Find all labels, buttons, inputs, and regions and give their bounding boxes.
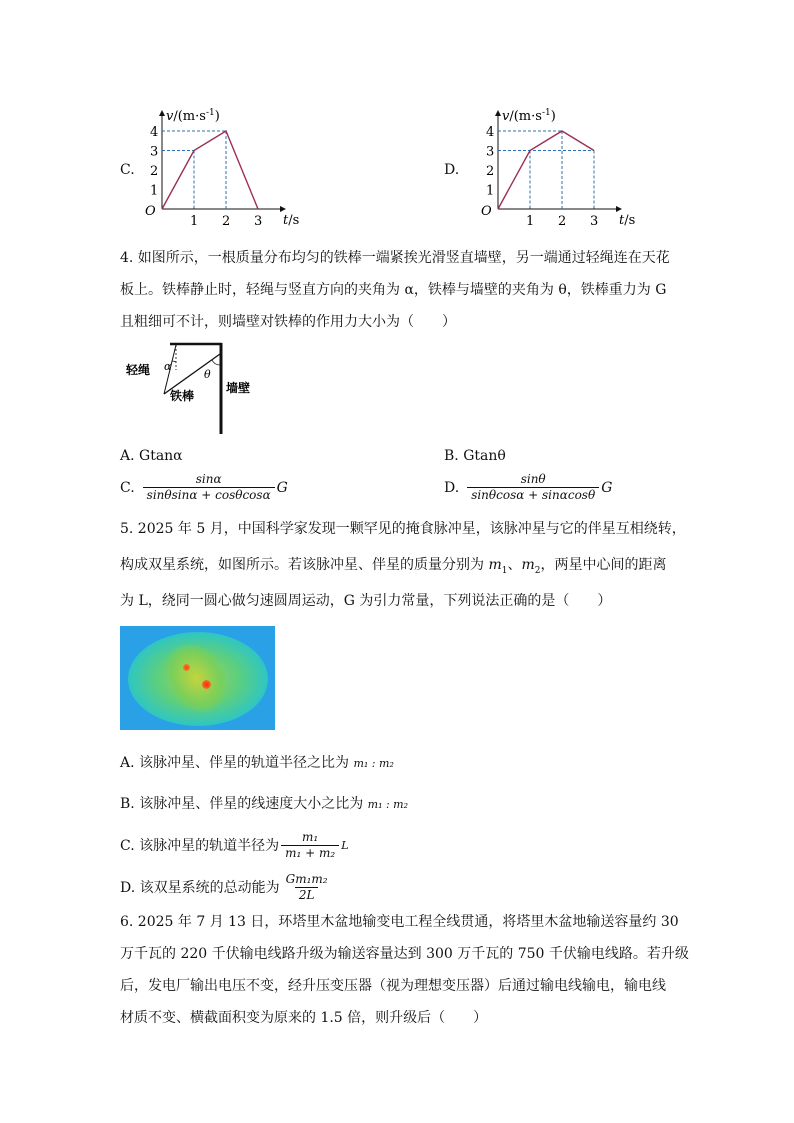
graph-c bbox=[140, 100, 310, 230]
q4-line-1: 4. 如图所示，一根质量分布均匀的铁棒一端紧挨光滑竖直墙壁，另一端通过轻绳连在天花 bbox=[120, 250, 670, 266]
q5-line-3: 为 L，绕同一圆心做匀速圆周运动，G 为引力常量，下列说法正确的是（ ） bbox=[120, 593, 612, 609]
graph-d-x-label-symbol: t bbox=[619, 213, 625, 228]
graph-d-x-label-unit: /s bbox=[624, 213, 636, 228]
q5-option-c-text: C. 该脉冲星的轨道半径为 bbox=[120, 837, 280, 854]
q4-option-d-tail: G bbox=[601, 479, 613, 496]
graph-c-velocity-curve bbox=[162, 131, 258, 209]
rope-label: 轻绳 bbox=[126, 363, 151, 377]
graph-c-y-tick-2: 2 bbox=[150, 164, 159, 179]
q5-option-c-denominator: m₁ + m₂ bbox=[281, 845, 339, 861]
q4-option-c-numerator: sinα bbox=[195, 472, 222, 486]
graph-c-option-label: C. bbox=[120, 162, 135, 178]
graph-d-origin-label: O bbox=[481, 204, 492, 219]
graph-d-y-tick-2: 2 bbox=[486, 164, 495, 179]
q5-option-c bbox=[120, 830, 349, 861]
graph-c-x-label-unit: /s bbox=[288, 213, 300, 228]
q4-line-2: 板上。铁棒静止时，轻绳与竖直方向的夹角为 α，铁棒与墙壁的夹角为 θ，铁棒重力为 G bbox=[120, 282, 667, 298]
q4-line-3: 且粗细可不计，则墙壁对铁棒的作用力大小为（ ） bbox=[120, 314, 456, 330]
graph-c-y-label-unit: /(m·s bbox=[173, 109, 206, 124]
q4-option-d-numerator: sinθ bbox=[520, 472, 546, 486]
q4-option-c-label: C. bbox=[120, 479, 135, 496]
q5-line-2 bbox=[120, 555, 666, 581]
graph-d-y-tick-4: 4 bbox=[486, 125, 495, 140]
q4-option-a: A. Gtanα bbox=[120, 448, 183, 464]
alpha-arc bbox=[172, 361, 176, 362]
m1-symbol: m bbox=[488, 557, 502, 573]
rod-label: 铁棒 bbox=[170, 389, 195, 403]
m2-subscript: 2 bbox=[534, 565, 541, 576]
graph-d-y-label-symbol: v bbox=[502, 109, 510, 124]
graph-c-y-label-symbol: v bbox=[166, 109, 174, 124]
graph-c-origin-label: O bbox=[145, 204, 156, 219]
q6-line-1: 6. 2025 年 7 月 13 日，环塔里木盆地输变电工程全线贯通，将塔里木盆地输送容量约 30 bbox=[120, 914, 679, 930]
q5-option-d-text: D. 该双星系统的总动能为 bbox=[120, 879, 280, 896]
graph-d-x-tick-3: 3 bbox=[590, 214, 599, 229]
graph-d-x-tick-1: 1 bbox=[526, 214, 535, 229]
graph-c-x-tick-2: 2 bbox=[222, 214, 231, 229]
q4-option-d-denominator: sinθcosα + sinαcosθ bbox=[467, 487, 599, 503]
theta-label: θ bbox=[204, 368, 211, 381]
graph-d-x-label bbox=[619, 213, 635, 228]
graph-c-x-arrow bbox=[280, 206, 286, 212]
graph-d bbox=[476, 100, 646, 230]
graph-d-y-label-close: ) bbox=[550, 109, 556, 124]
graph-d-x-arrow bbox=[616, 206, 622, 212]
q5-option-d bbox=[120, 872, 334, 903]
wall-label: 墙壁 bbox=[226, 381, 251, 395]
graph-c-y-label-exp: -1 bbox=[205, 108, 215, 118]
graph-d-y-label-exp: -1 bbox=[541, 108, 551, 118]
q5-option-a-text: A. 该脉冲星、伴星的轨道半径之比为 bbox=[120, 755, 354, 771]
mass-separator: 、 bbox=[507, 557, 522, 573]
graph-c-y-label bbox=[166, 108, 220, 124]
q4-option-d bbox=[444, 472, 612, 503]
graph-d-y-tick-3: 3 bbox=[486, 144, 495, 160]
q5-option-c-numerator: m₁ bbox=[302, 830, 319, 844]
q4-option-d-label: D. bbox=[444, 479, 460, 496]
graph-d-velocity-curve bbox=[498, 131, 594, 209]
q5-option-b-ratio: m₁ : m₂ bbox=[367, 798, 409, 811]
alpha-label: α bbox=[164, 360, 172, 373]
q6-line-4: 材质不变、横截面积变为原来的 1.5 倍，则升级后（ ） bbox=[120, 1010, 488, 1026]
companion-star bbox=[202, 680, 211, 689]
pulsar-star bbox=[183, 664, 190, 671]
graph-d-option-label: D. bbox=[444, 162, 460, 178]
q5-option-d-denominator: 2L bbox=[295, 887, 319, 903]
graph-c-x-label bbox=[283, 213, 299, 228]
q5-option-c-tail: L bbox=[341, 838, 349, 852]
graph-c-y-tick-4: 4 bbox=[150, 125, 159, 140]
q5-line-2-start: 构成双星系统，如图所示。若该脉冲星、伴星的质量分别为 bbox=[120, 557, 489, 573]
graph-d-y-label bbox=[502, 108, 556, 124]
q5-line-2-end: ，两星中心间的距离 bbox=[540, 557, 667, 573]
graph-d-y-arrow bbox=[495, 110, 501, 116]
graph-d-y-label-unit: /(m·s bbox=[509, 109, 542, 124]
q5-option-a-ratio: m₁ : m₂ bbox=[353, 757, 394, 770]
q4-option-c-tail: G bbox=[276, 479, 288, 496]
q5-line-1: 5. 2025 年 5 月，中国科学家发现一颗罕见的掩食脉冲星，该脉冲星与它的伴星互相绕转， bbox=[120, 521, 686, 537]
q4-option-c bbox=[120, 472, 288, 503]
q4-figure bbox=[118, 340, 268, 436]
q6-line-2: 万千瓦的 220 千伏输电线路升级为输送容量达到 300 万千瓦的 750 千伏输电线路。若升级 bbox=[120, 946, 689, 962]
graph-c-x-tick-1: 1 bbox=[190, 214, 199, 229]
graph-c-x-label-symbol: t bbox=[283, 213, 289, 228]
q6-line-3: 后，发电厂输出电压不变，经升压变压器（视为理想变压器）后通过输电线输电，输电线 bbox=[120, 978, 666, 994]
graph-c-y-arrow bbox=[159, 110, 165, 116]
graph-c-y-tick-3: 3 bbox=[150, 144, 159, 160]
q5-option-d-numerator: Gm₁m₂ bbox=[285, 872, 328, 886]
graph-c-y-label-close: ) bbox=[214, 109, 220, 124]
q4-option-b: B. Gtanθ bbox=[444, 448, 506, 464]
q4-option-c-denominator: sinθsinα + cosθcosα bbox=[143, 487, 275, 503]
graph-c-x-tick-3: 3 bbox=[254, 214, 263, 229]
q5-option-a bbox=[120, 753, 394, 774]
q5-option-b-text: B. 该脉冲星、伴星的线速度大小之比为 bbox=[120, 796, 368, 812]
graph-d-x-tick-2: 2 bbox=[558, 214, 567, 229]
binary-star-image bbox=[120, 626, 275, 730]
graph-c-y-tick-1: 1 bbox=[150, 183, 159, 199]
m1-subscript: 1 bbox=[501, 565, 508, 576]
graph-d-y-tick-1: 1 bbox=[486, 183, 495, 199]
theta-arc bbox=[212, 360, 220, 365]
q5-option-b bbox=[120, 794, 408, 815]
m2-symbol: m bbox=[521, 557, 535, 573]
